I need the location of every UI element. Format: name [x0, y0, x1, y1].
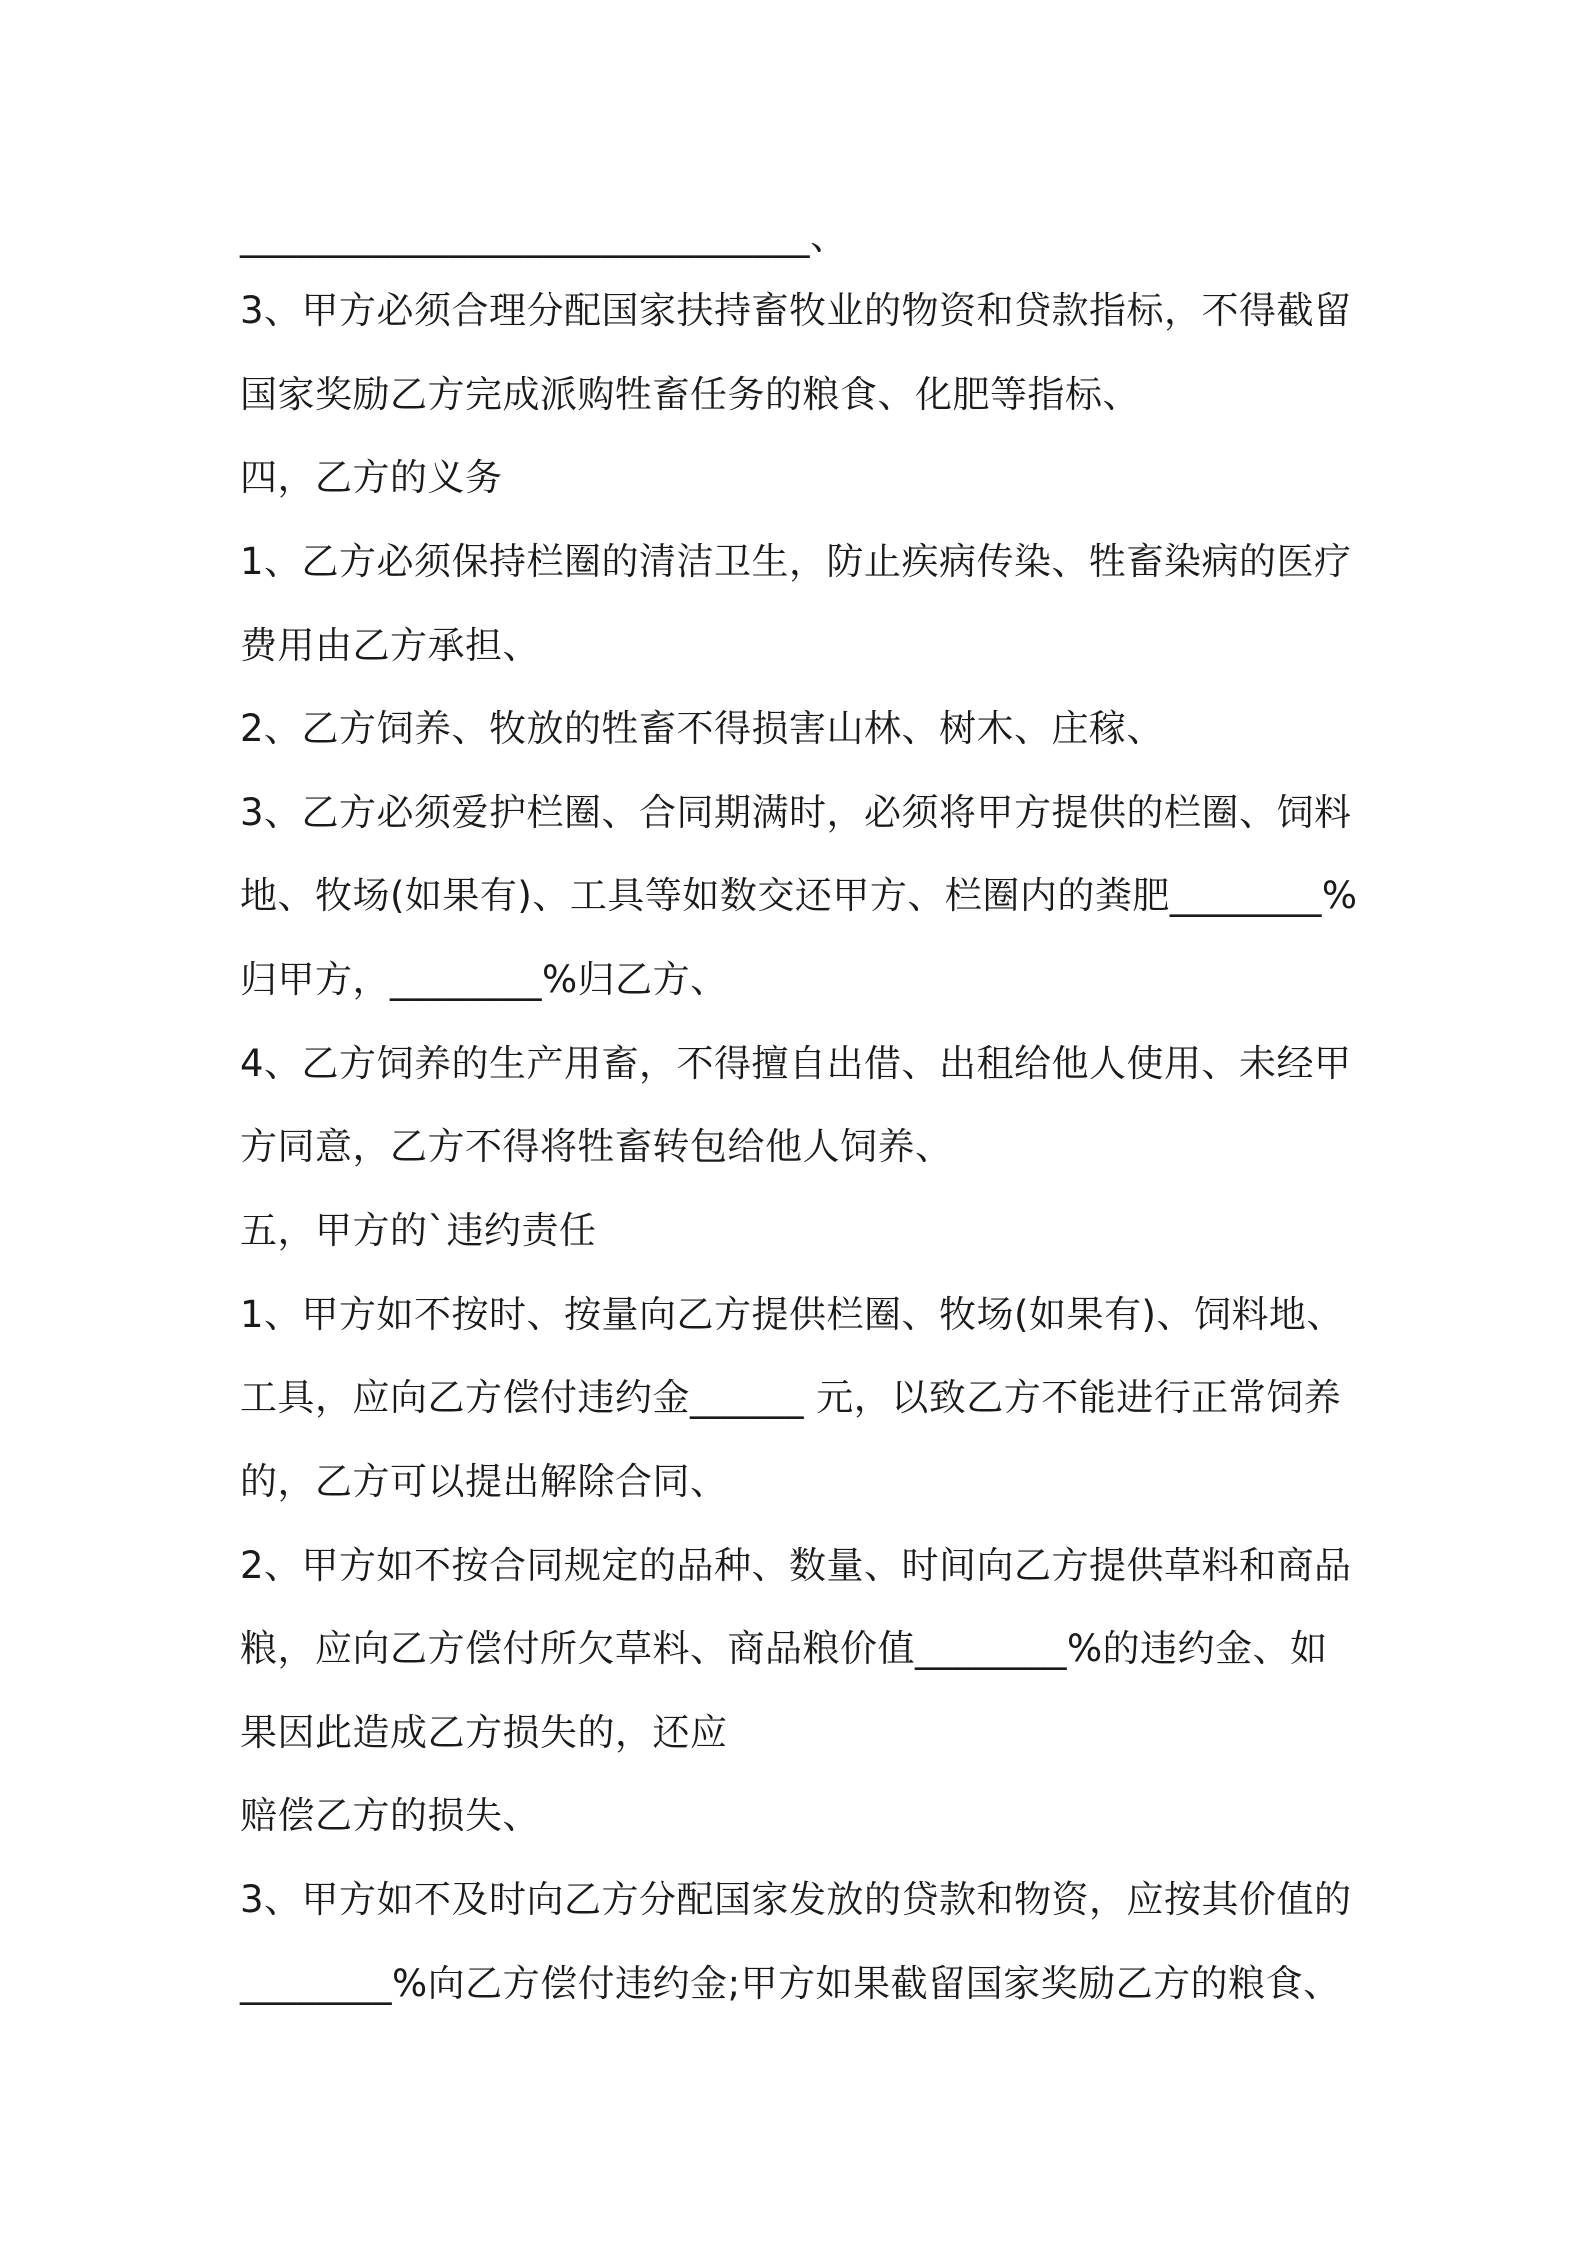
- text-line: 4、乙方饲养的生产用畜，不得擅自出借、出租给他人使用、未经甲: [240, 1042, 1352, 1085]
- text-line: 3、甲方如不及时向乙方分配国家发放的贷款和物资，应按其价值的: [240, 1878, 1352, 1921]
- text-line: 国家奖励乙方完成派购牲畜任务的粮食、化肥等指标、: [240, 373, 1140, 416]
- text-line: 果因此造成乙方损失的，还应: [240, 1711, 728, 1754]
- text-line: 工具，应向乙方偿付违约金______ 元，以致乙方不能进行正常饲养: [240, 1376, 1342, 1419]
- text-line: 赔偿乙方的损失、: [240, 1794, 540, 1837]
- text-line: 归甲方，________%归乙方、: [240, 958, 728, 1001]
- text-line: ______________________________、: [240, 215, 848, 258]
- text-line: 3、甲方必须合理分配国家扶持畜牧业的物资和贷款指标，不得截留: [240, 289, 1352, 332]
- text-line: 费用由乙方承担、: [240, 624, 540, 667]
- text-line: 2、乙方饲养、牧放的牲畜不得损害山林、树木、庄稼、: [240, 707, 1165, 750]
- text-line: 3、乙方必须爱护栏圈、合同期满时，必须将甲方提供的栏圈、饲料: [240, 791, 1352, 834]
- text-line: 方同意，乙方不得将牲畜转包给他人饲养、: [240, 1125, 953, 1168]
- text-line: ________%向乙方偿付违约金;甲方如果截留国家奖励乙方的粮食、: [240, 1962, 1341, 2005]
- section-heading: 四，乙方的义务: [240, 456, 503, 499]
- text-line: 1、甲方如不按时、按量向乙方提供栏圈、牧场(如果有)、饲料地、: [240, 1293, 1344, 1336]
- text-line: 地、牧场(如果有)、工具等如数交还甲方、栏圈内的粪肥________%: [240, 874, 1358, 917]
- text-line: 2、甲方如不按合同规定的品种、数量、时间向乙方提供草料和商品: [240, 1544, 1352, 1587]
- section-heading: 五，甲方的`违约责任: [240, 1209, 597, 1252]
- text-line: 的，乙方可以提出解除合同、: [240, 1460, 728, 1503]
- text-line: 1、乙方必须保持栏圈的清洁卫生，防止疾病传染、牲畜染病的医疗: [240, 540, 1352, 583]
- text-line: 粮，应向乙方偿付所欠草料、商品粮价值________%的违约金、如: [240, 1627, 1328, 1670]
